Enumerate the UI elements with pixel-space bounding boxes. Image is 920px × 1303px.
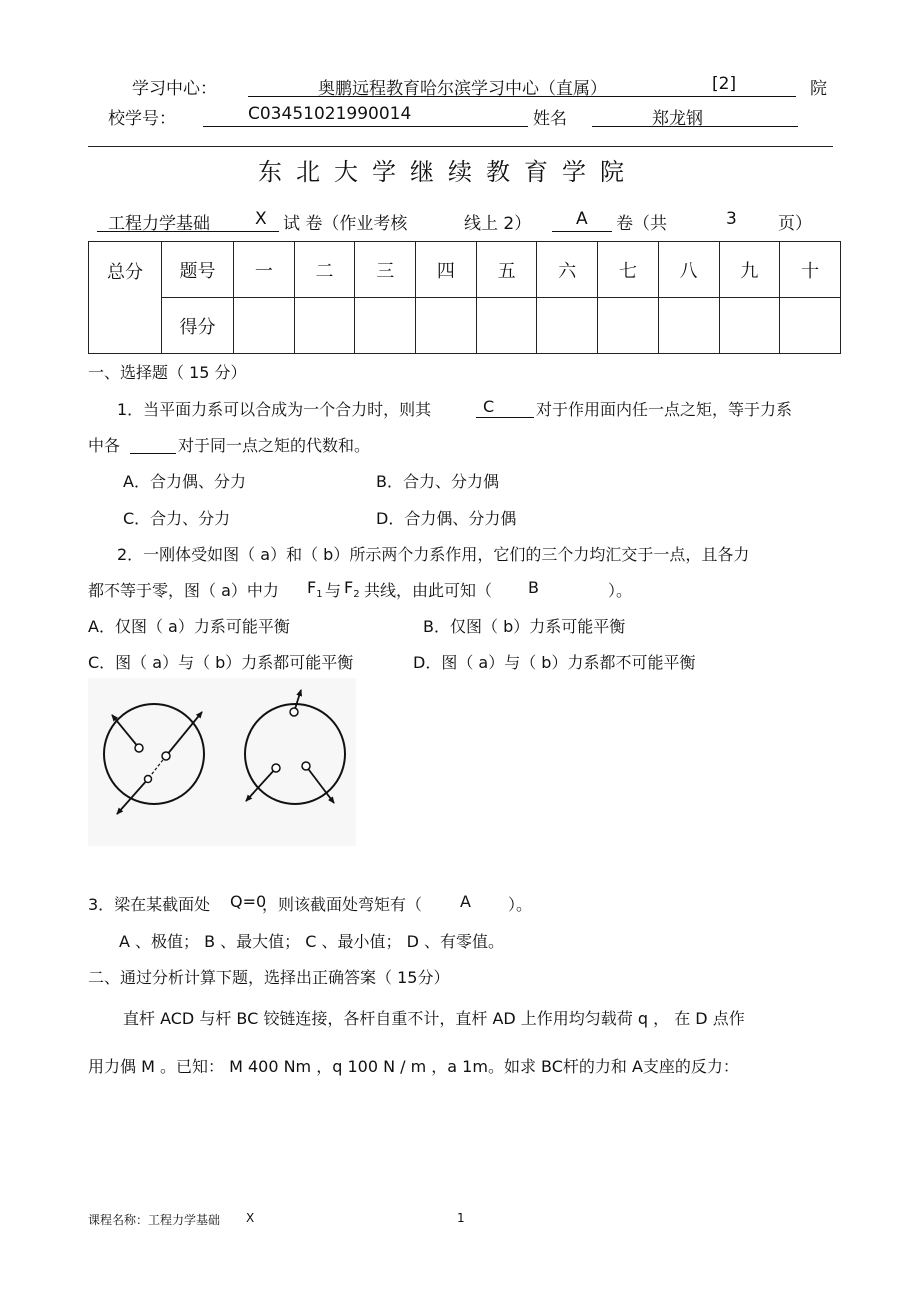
paper-ye: 页） [778, 214, 812, 234]
number-label-cell [162, 242, 234, 298]
q1-answer: C [483, 397, 495, 416]
name-label: 姓名 [533, 109, 567, 129]
q2-f2-sub: 2 [353, 589, 360, 601]
column-header: 一 [234, 242, 295, 298]
name-value: 郑龙钢 [652, 109, 703, 129]
page-title: 东北大学继续教育学院 [258, 158, 638, 186]
student-id-label: 校学号： [108, 109, 176, 129]
header-yuan: 院 [810, 79, 827, 99]
q2-f1-letter: F [307, 578, 317, 597]
column-header: 四 [416, 242, 477, 298]
hole-b-a [145, 776, 152, 783]
paper-pages: 3 [726, 209, 737, 229]
student-id-value: C03451021990014 [248, 104, 412, 124]
paper-juan-gong: 卷（共 [616, 214, 667, 234]
hole-a-b [302, 762, 310, 770]
q2-option-d: D．图（ a）与（ b）力系都不可能平衡 [413, 653, 696, 672]
q1-text-pre: 1．当平面力系可以合成为一个合力时，则其 [117, 400, 432, 419]
paper-type: 试 卷（作业考核 [283, 214, 408, 234]
q2-line2-mid: 共线，由此可知（ [364, 581, 493, 600]
q2-option-a: A．仅图（ a）力系可能平衡 [88, 617, 290, 636]
hole-c-b [290, 708, 298, 716]
name-underline [592, 126, 798, 127]
column-header: 六 [537, 242, 598, 298]
score-label: 得分 [179, 316, 216, 338]
q1-option-d: D．合力偶、分力偶 [376, 509, 517, 528]
score-cell[interactable] [658, 298, 719, 354]
q2-close: ）。 [608, 581, 633, 600]
column-header: 七 [598, 242, 659, 298]
number-label: 题号 [179, 260, 216, 282]
score-cell[interactable] [355, 298, 416, 354]
q1-option-b: B．合力、分力偶 [376, 472, 499, 491]
column-header: 八 [658, 242, 719, 298]
score-cell[interactable] [234, 298, 295, 354]
column-header: 五 [476, 242, 537, 298]
q1-text-post: 对于作用面内任一点之矩，等于力系 [536, 400, 793, 419]
section2-para1: 直杆 ACD 与杆 BC 铰链连接，各杆自重不计，直杆 AD 上作用均匀载荷 q ， 在 D 点作 [123, 1009, 745, 1028]
q2-yu: 与 [325, 581, 342, 600]
hole-b-b [272, 764, 280, 772]
score-cell[interactable] [780, 298, 841, 354]
center-label: 学习中心： [132, 79, 217, 99]
q1-blank2-underline [130, 453, 176, 454]
q1-option-a: A．合力偶、分力 [123, 472, 246, 491]
q3-text-pre: 3．梁在某截面处 [88, 895, 211, 914]
q3-close: ）。 [508, 895, 533, 914]
paper-online: 线上 2） [464, 214, 532, 234]
score-cell[interactable] [598, 298, 659, 354]
total-score-cell [89, 242, 162, 354]
q3-q-eq: Q=0 [230, 892, 267, 911]
score-cell[interactable] [537, 298, 598, 354]
q2-answer: B [528, 578, 539, 597]
section2-para2: 用力偶 M 。已知： M 400 Nm ，q 100 N / m ，a 1m。如求 BC杆的力和 A支座的反力： [88, 1057, 739, 1076]
course-suffix: X [255, 209, 267, 229]
q2-option-b: B．仅图（ b）力系可能平衡 [423, 617, 626, 636]
score-cell[interactable] [294, 298, 355, 354]
q3-options: A 、极值； B 、最大值； C 、最小值； D 、有零值。 [119, 932, 505, 951]
column-header: 十 [780, 242, 841, 298]
score-cell[interactable] [416, 298, 477, 354]
paper-letter-underline [552, 231, 612, 232]
q3-answer: A [460, 892, 471, 911]
column-header: 九 [719, 242, 780, 298]
q1-line2-post: 对于同一点之矩的代数和。 [178, 436, 371, 455]
section2-heading: 二、通过分析计算下题，选择出正确答案（ 15分） [88, 968, 450, 987]
q1-option-c: C．合力、分力 [123, 509, 231, 528]
footer-page-number: 1 [457, 1211, 465, 1225]
q2-f1 [307, 578, 323, 600]
q2-option-c: C．图（ a）与（ b）力系都可能平衡 [88, 653, 354, 672]
center-underline [248, 96, 796, 97]
score-table [88, 241, 841, 354]
center-code: [2] [712, 74, 737, 94]
q2-line2-pre: 都不等于零，图（ a）中力 [88, 581, 279, 600]
column-header: 二 [294, 242, 355, 298]
column-header: 三 [355, 242, 416, 298]
q3-text-post: ，则该截面处弯矩有（ [262, 895, 423, 914]
header-divider [88, 146, 833, 147]
score-cell[interactable] [719, 298, 780, 354]
center-value: 奥鹏远程教育哈尔滨学习中心（直属） [318, 79, 607, 99]
score-label-cell [162, 298, 234, 354]
section1-heading: 一、选择题（ 15 分） [88, 363, 247, 382]
hole-c-a [135, 744, 143, 752]
force-system-figure [88, 678, 356, 846]
q1-line2: 中各 [88, 436, 121, 455]
total-label: 总分 [107, 262, 143, 283]
score-cell[interactable] [476, 298, 537, 354]
footer-course-x: X [246, 1211, 255, 1225]
q2-f2-letter: F [344, 578, 354, 597]
paper-letter: A [576, 209, 588, 229]
course-name: 工程力学基础 [108, 214, 210, 234]
hole-a-a [162, 752, 170, 760]
q2-f2 [344, 578, 360, 600]
q2-line1: 2．一刚体受如图（ a）和（ b）所示两个力系作用，它们的三个力均汇交于一点，且各力 [117, 545, 750, 564]
footer-course: 课程名称：工程力学基础 [88, 1213, 221, 1227]
q2-f1-sub: 1 [316, 589, 323, 601]
student-id-underline [203, 126, 528, 127]
q1-answer-underline [476, 417, 534, 418]
course-underline [97, 231, 279, 232]
